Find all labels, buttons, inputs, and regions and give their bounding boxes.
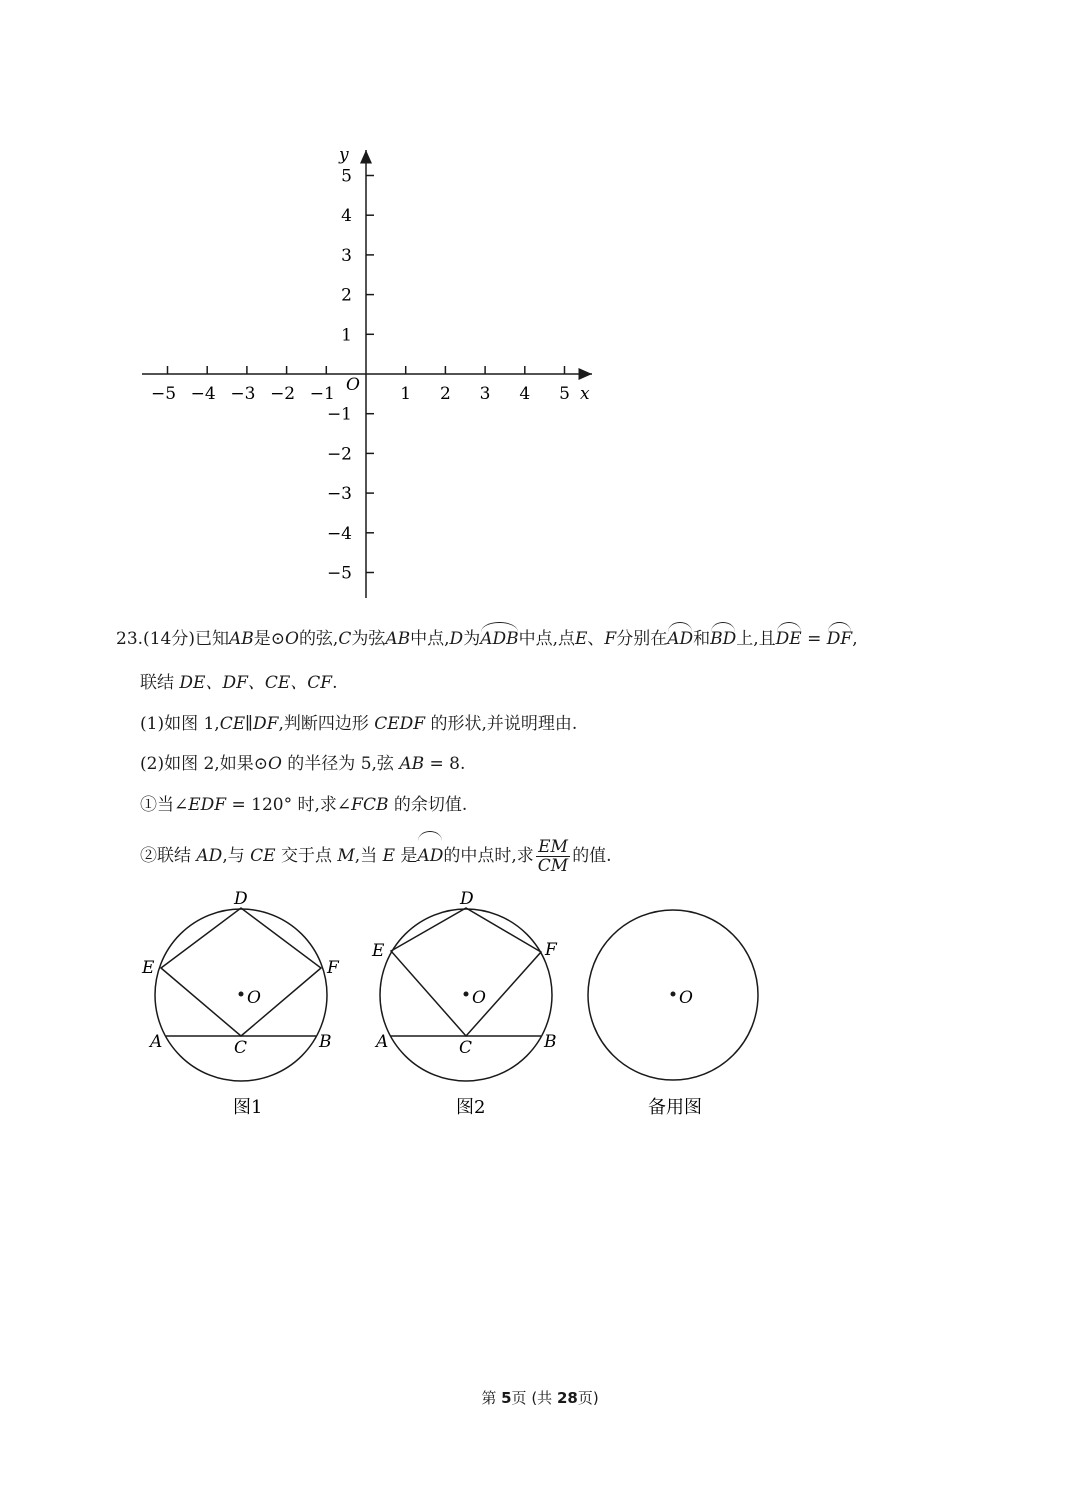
y-tick-label: 2 [341, 285, 352, 306]
y-tick-label: 4 [341, 206, 352, 227]
math: O [285, 629, 299, 649]
page-number: 5 [501, 1389, 512, 1407]
math: AD [196, 846, 223, 866]
text: ,判断四边形 [278, 714, 375, 734]
math: O [267, 754, 282, 774]
center-dot [464, 992, 469, 997]
label-a: A [376, 1032, 389, 1052]
x-tick-label: −3 [230, 384, 256, 404]
math: AB [385, 629, 411, 649]
label-e: E [372, 941, 385, 961]
quadrilateral-cedf [161, 908, 321, 1036]
text: 的弦, [298, 629, 339, 649]
y-tick-label: 3 [341, 245, 352, 266]
label-b: B [544, 1032, 557, 1052]
text: = [801, 629, 827, 649]
text: 是 [395, 846, 418, 866]
label-a: A [150, 1032, 163, 1052]
math: CE [219, 714, 246, 734]
x-tick-label: −2 [270, 384, 296, 404]
label-o: O [247, 988, 261, 1008]
figures [0, 880, 1080, 1130]
label-o: O [472, 988, 486, 1008]
fraction-em-cm [536, 838, 570, 875]
math: E [382, 846, 396, 866]
text: ②联结 [140, 846, 197, 866]
x-axis-label: x [580, 384, 590, 404]
question-2 [140, 836, 612, 876]
center-dot [239, 992, 244, 997]
text: ,与 [222, 846, 251, 866]
total-pages: 28 [556, 1389, 578, 1407]
text: 为弦 [351, 629, 386, 649]
y-tick-label: 1 [341, 325, 352, 346]
text: 联结 [140, 673, 180, 693]
text: 交于点 [275, 846, 338, 866]
problem-points: 14分 [149, 629, 189, 649]
label-f: F [545, 940, 557, 960]
label-c: C [234, 1038, 248, 1058]
text: 的值. [572, 846, 612, 866]
origin-label: O [346, 375, 360, 395]
math: AB [228, 629, 254, 649]
problem-intro-line: 23.(14分)已知AB是⊙O的弦,C为弦AB中点,D为ADB中点,点E、F分别在AD和BD上,且DE = DF, [116, 629, 858, 649]
part-1 [140, 712, 577, 736]
math: DF [253, 714, 279, 734]
fraction-numerator: EM [536, 838, 570, 857]
x-tick-label: −1 [309, 384, 335, 404]
text: 、 [587, 629, 605, 649]
math: CE [250, 846, 276, 866]
math: M [337, 846, 355, 866]
math: C [338, 629, 352, 649]
text: ,当 [354, 846, 383, 866]
text: 上,且 [736, 629, 776, 649]
y-tick-label: −5 [326, 563, 352, 584]
figure-spare [588, 910, 758, 1118]
footer-text: 页 (共 [511, 1389, 557, 1407]
x-tick-label: −4 [190, 384, 216, 404]
arc-df: DF [826, 629, 853, 649]
text: , [852, 629, 858, 649]
text: 已知 [194, 629, 229, 649]
caption-figure-spare: 备用图 [648, 1097, 702, 1118]
text: 是⊙ [253, 629, 285, 649]
y-tick-label: −1 [326, 404, 352, 425]
y-tick-label: −2 [326, 444, 352, 465]
fraction-denominator: CM [537, 856, 569, 876]
math: CEDF [374, 714, 426, 734]
text: 的中点时,求 [443, 846, 534, 866]
label-d: D [234, 889, 248, 909]
text: 中点, [410, 629, 450, 649]
label-b: B [319, 1032, 332, 1052]
math: D [449, 629, 464, 649]
x-tick-label: 2 [439, 384, 451, 404]
math: DE、DF、CE、CF [179, 673, 333, 693]
label-f: F [327, 958, 339, 978]
caption-figure-1: 图1 [233, 1097, 263, 1118]
text: . [332, 673, 338, 693]
text: 为 [463, 629, 481, 649]
label-d: D [460, 889, 474, 909]
text: 的半径为 5,弦 [281, 754, 400, 774]
y-tick-label: 5 [341, 166, 352, 187]
arc-ad: AD [667, 629, 694, 649]
text: (2)如图 2,如果⊙ [140, 754, 268, 774]
connect-line [140, 671, 338, 695]
arc-adb: ADB [480, 629, 519, 649]
axis-tick-labels [151, 167, 570, 584]
coordinate-plane [0, 0, 1080, 620]
arc-de: DE [775, 629, 802, 649]
y-tick-label: −3 [326, 484, 352, 505]
x-tick-label: 4 [519, 384, 531, 404]
figure-1 [141, 889, 340, 1118]
text: 的余切值. [388, 795, 468, 815]
figure-2 [371, 889, 558, 1118]
math: F [604, 629, 617, 649]
label-o: O [679, 988, 693, 1008]
y-tick-label: −4 [326, 523, 352, 544]
footer-text: 第 [481, 1389, 502, 1407]
x-tick-label: 5 [559, 384, 570, 404]
math: FCB [351, 795, 389, 815]
footer-text: 页) [577, 1389, 599, 1407]
center-dot [671, 992, 676, 997]
text: (1)如图 1, [140, 714, 220, 734]
text: 的形状,并说明理由. [425, 714, 578, 734]
x-tick-label: 1 [400, 384, 412, 404]
part-2 [140, 752, 465, 776]
math: E [575, 629, 588, 649]
text: ∥ [245, 714, 253, 734]
x-tick-label: −5 [150, 384, 177, 404]
text: 中点,点 [518, 629, 575, 649]
caption-figure-2: 图2 [456, 1097, 486, 1118]
y-axis-label: y [339, 145, 349, 165]
label-c: C [459, 1038, 473, 1058]
arc-ad: AD [417, 836, 443, 876]
text: = 120° 时,求∠ [226, 795, 352, 815]
page-footer [0, 1387, 1080, 1408]
math: AB [399, 754, 425, 774]
arc-bd: BD [710, 629, 737, 649]
x-tick-label: 3 [479, 384, 491, 404]
question-1 [140, 793, 467, 817]
text: 分别在 [616, 629, 668, 649]
text: ①当∠ [140, 795, 189, 815]
text: = 8. [424, 754, 466, 774]
math: EDF [188, 795, 227, 815]
text: 和 [693, 629, 711, 649]
label-e: E [142, 958, 155, 978]
problem-number: 23 [116, 629, 138, 649]
